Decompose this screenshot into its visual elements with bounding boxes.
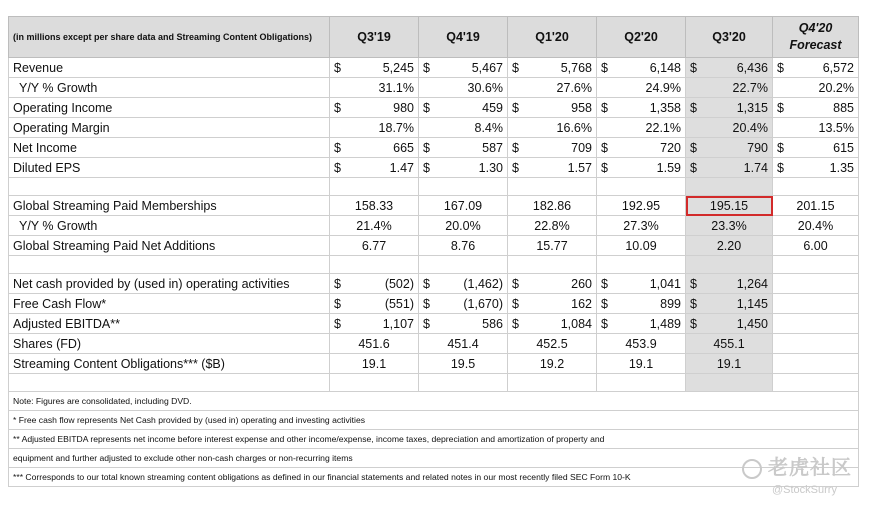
value-cell (330, 138, 419, 158)
value-cell (597, 314, 686, 334)
cell-value: 19.5 (450, 356, 476, 371)
currency-symbol: $ (423, 316, 430, 331)
cell-value: 162 (571, 296, 592, 311)
value-cell (330, 98, 419, 118)
financial-summary-table (8, 16, 859, 487)
value-cell (686, 98, 773, 118)
cell-value: 19.1 (628, 356, 654, 371)
currency-symbol: $ (512, 316, 519, 331)
currency-symbol: $ (690, 60, 697, 75)
currency-symbol: $ (601, 160, 608, 175)
empty-cell (508, 374, 597, 392)
cell-value: 19.1 (716, 356, 742, 371)
cell-value: 1.74 (743, 160, 768, 175)
value-cell (419, 216, 508, 236)
currency-symbol: $ (423, 276, 430, 291)
cell-value: 451.4 (447, 336, 479, 351)
cell-value: 23.3% (711, 218, 747, 233)
row-label: Revenue (9, 58, 330, 78)
row-label: Operating Income (9, 98, 330, 118)
watermark (742, 451, 852, 496)
value-cell (686, 78, 773, 98)
value-cell (773, 78, 859, 98)
value-cell (508, 196, 597, 216)
cell-value: 958 (571, 100, 592, 115)
cell-value: 21.4% (356, 218, 392, 233)
empty-cell (597, 374, 686, 392)
value-cell (419, 274, 508, 294)
empty-cell (419, 178, 508, 196)
currency-symbol: $ (334, 160, 341, 175)
table-row (9, 118, 859, 138)
table-row (9, 334, 859, 354)
cell-value: 1.47 (389, 160, 414, 175)
currency-symbol: $ (423, 100, 430, 115)
empty-cell (597, 256, 686, 274)
value-cell (597, 236, 686, 256)
value-cell (773, 196, 859, 216)
cell-value: 195.15 (709, 198, 749, 213)
value-cell (330, 334, 419, 354)
cell-value: 6.00 (803, 238, 828, 253)
currency-symbol: $ (512, 276, 519, 291)
footnote: * Free cash flow represents Net Cash provided by (used in) operating and investing activities (9, 411, 859, 430)
currency-symbol: $ (512, 296, 519, 311)
currency-symbol: $ (601, 296, 608, 311)
value-cell (686, 216, 773, 236)
value-cell (773, 314, 859, 334)
row-label: Global Streaming Paid Net Additions (9, 236, 330, 256)
cell-value: 20.2% (818, 80, 854, 95)
cell-value: 24.9% (645, 80, 681, 95)
cell-value: 790 (747, 140, 768, 155)
footnote: ** Adjusted EBITDA represents net income before interest expense and other income/expense, income taxes, depreciation and amortization of property and (9, 430, 859, 449)
currency-symbol: $ (512, 140, 519, 155)
cell-value: (1,670) (463, 296, 503, 311)
value-cell (419, 118, 508, 138)
currency-symbol: $ (512, 60, 519, 75)
tiger-logo-icon (742, 459, 762, 479)
cell-value: 27.3% (623, 218, 659, 233)
currency-symbol: $ (690, 100, 697, 115)
value-cell (508, 58, 597, 78)
currency-symbol: $ (423, 60, 430, 75)
value-cell (686, 158, 773, 178)
value-cell (597, 216, 686, 236)
value-cell (773, 158, 859, 178)
period-header-q1-20: Q1'20 (508, 17, 597, 58)
empty-cell (330, 256, 419, 274)
value-cell (330, 354, 419, 374)
table-row (9, 58, 859, 78)
value-cell (508, 118, 597, 138)
empty-cell (508, 178, 597, 196)
empty-cell (597, 178, 686, 196)
empty-cell (9, 178, 330, 196)
period-header-q3-20: Q3'20 (686, 17, 773, 58)
empty-cell (419, 256, 508, 274)
cell-value: (502) (384, 276, 414, 291)
empty-cell (686, 178, 773, 196)
value-cell (597, 118, 686, 138)
cell-value: 586 (482, 316, 503, 331)
cell-value: 20.4% (732, 120, 768, 135)
cell-value: 30.6% (467, 80, 503, 95)
currency-symbol: $ (777, 100, 784, 115)
cell-value: 453.9 (625, 336, 657, 351)
cell-value: 20.4% (797, 218, 834, 233)
row-label: Y/Y % Growth (9, 216, 330, 236)
period-header-q4-19: Q4'19 (419, 17, 508, 58)
value-cell (773, 216, 859, 236)
cell-value: 6,148 (649, 60, 681, 75)
cell-value: 459 (482, 100, 503, 115)
period-header-forecast (773, 17, 859, 58)
table-row (9, 236, 859, 256)
footnote-row (9, 392, 859, 411)
value-cell (597, 78, 686, 98)
cell-value: 1.57 (567, 160, 592, 175)
empty-cell (330, 178, 419, 196)
value-cell (330, 158, 419, 178)
value-cell (419, 58, 508, 78)
value-cell (773, 58, 859, 78)
value-cell (773, 334, 859, 354)
table-row (9, 158, 859, 178)
header-row (9, 17, 859, 58)
value-cell (508, 334, 597, 354)
cell-value: 5,245 (382, 60, 414, 75)
table-row (9, 274, 859, 294)
row-label: Free Cash Flow* (9, 294, 330, 314)
empty-cell (773, 178, 859, 196)
cell-value: 1.30 (478, 160, 503, 175)
cell-value: 720 (660, 140, 681, 155)
currency-symbol: $ (777, 60, 784, 75)
currency-symbol: $ (423, 296, 430, 311)
value-cell (597, 58, 686, 78)
currency-symbol: $ (690, 296, 697, 311)
cell-value: 1,358 (649, 100, 681, 115)
value-cell (773, 98, 859, 118)
cell-value: (551) (384, 296, 414, 311)
row-label: Net Income (9, 138, 330, 158)
cell-value: (1,462) (463, 276, 503, 291)
value-cell (419, 196, 508, 216)
currency-symbol: $ (334, 316, 341, 331)
currency-symbol: $ (777, 140, 784, 155)
empty-cell (419, 374, 508, 392)
cell-value: 1,450 (736, 316, 768, 331)
value-cell (508, 216, 597, 236)
value-cell (508, 294, 597, 314)
value-cell (330, 274, 419, 294)
cell-value: 15.77 (536, 238, 568, 253)
value-cell (773, 274, 859, 294)
currency-symbol: $ (601, 316, 608, 331)
currency-symbol: $ (334, 60, 341, 75)
cell-value: 6.77 (361, 238, 387, 253)
currency-symbol: $ (601, 60, 608, 75)
value-cell (686, 118, 773, 138)
value-cell (508, 314, 597, 334)
empty-cell (330, 374, 419, 392)
value-cell (419, 334, 508, 354)
value-cell (686, 334, 773, 354)
row-label: Streaming Content Obligations*** ($B) (9, 354, 330, 374)
cell-value: 22.8% (534, 218, 570, 233)
cell-value: 260 (571, 276, 592, 291)
value-cell (508, 78, 597, 98)
footnote: Note: Figures are consolidated, including DVD. (9, 392, 859, 411)
footnote-row (9, 449, 859, 468)
period-header-q2-20: Q2'20 (597, 17, 686, 58)
currency-symbol: $ (690, 316, 697, 331)
value-cell (419, 98, 508, 118)
header-units-label: (in millions except per share data and Streaming Content Obligations) (9, 17, 330, 58)
cell-value: 10.09 (625, 238, 657, 253)
currency-symbol: $ (690, 140, 697, 155)
cell-value: 22.7% (732, 80, 768, 95)
forecast-label: Forecast (789, 38, 842, 52)
value-cell (597, 354, 686, 374)
value-cell (773, 118, 859, 138)
table-row (9, 196, 859, 216)
value-cell (597, 294, 686, 314)
row-label: Operating Margin (9, 118, 330, 138)
cell-value: 182.86 (532, 198, 572, 213)
value-cell (773, 354, 859, 374)
value-cell (330, 216, 419, 236)
empty-cell (773, 374, 859, 392)
cell-value: 31.1% (378, 80, 414, 95)
currency-symbol: $ (334, 100, 341, 115)
cell-value: 1,264 (736, 276, 768, 291)
row-label: Shares (FD) (9, 334, 330, 354)
footnote: equipment and further adjusted to exclude other non-cash charges or non-recurring items (9, 449, 859, 468)
currency-symbol: $ (601, 140, 608, 155)
cell-value: 22.1% (645, 120, 681, 135)
value-cell (597, 196, 686, 216)
value-cell (330, 314, 419, 334)
value-cell (330, 294, 419, 314)
currency-symbol: $ (601, 276, 608, 291)
currency-symbol: $ (777, 160, 784, 175)
cell-value: 5,768 (560, 60, 592, 75)
cell-value: 158.33 (354, 198, 394, 213)
currency-symbol: $ (512, 160, 519, 175)
value-cell (597, 98, 686, 118)
value-cell (330, 58, 419, 78)
value-cell (686, 138, 773, 158)
cell-value: 1,315 (736, 100, 768, 115)
spacer-row (9, 374, 859, 392)
cell-value: 8.76 (450, 238, 476, 253)
value-cell (508, 98, 597, 118)
value-cell (419, 354, 508, 374)
value-cell (330, 78, 419, 98)
cell-value: 192.95 (621, 198, 661, 213)
cell-value: 587 (482, 140, 503, 155)
currency-symbol: $ (690, 160, 697, 175)
cell-value: 980 (393, 100, 414, 115)
value-cell (686, 274, 773, 294)
value-cell (597, 274, 686, 294)
value-cell (419, 78, 508, 98)
value-cell (330, 236, 419, 256)
cell-value: 8.4% (474, 120, 503, 135)
value-cell (419, 236, 508, 256)
empty-cell (9, 374, 330, 392)
value-cell (686, 354, 773, 374)
cell-value: 899 (660, 296, 681, 311)
spacer-row (9, 256, 859, 274)
empty-cell (686, 256, 773, 274)
value-cell (773, 294, 859, 314)
currency-symbol: $ (512, 100, 519, 115)
cell-value: 455.1 (713, 336, 745, 351)
table-row (9, 314, 859, 334)
row-label: Net cash provided by (used in) operating activities (9, 274, 330, 294)
value-cell (330, 196, 419, 216)
spacer-row (9, 178, 859, 196)
cell-value: 451.6 (358, 336, 390, 351)
row-label: Global Streaming Paid Memberships (9, 196, 330, 216)
watermark-handle: @StockSurry (772, 484, 837, 496)
period-header-q3-19: Q3'19 (330, 17, 419, 58)
value-cell (508, 354, 597, 374)
value-cell (419, 158, 508, 178)
cell-value: 20.0% (445, 218, 481, 233)
footnote-row (9, 430, 859, 449)
cell-value: 201.15 (796, 198, 835, 213)
cell-value: 885 (833, 100, 854, 115)
cell-value: 1,041 (649, 276, 681, 291)
cell-value: 16.6% (556, 120, 592, 135)
value-cell (419, 314, 508, 334)
row-label: Adjusted EBITDA** (9, 314, 330, 334)
row-label: Diluted EPS (9, 158, 330, 178)
value-cell (686, 314, 773, 334)
cell-value: 27.6% (556, 80, 592, 95)
currency-symbol: $ (690, 276, 697, 291)
forecast-period: Q4'20 (798, 21, 833, 35)
cell-value: 1,107 (382, 316, 414, 331)
value-cell (773, 138, 859, 158)
value-cell (686, 294, 773, 314)
cell-value: 665 (393, 140, 414, 155)
value-cell (508, 158, 597, 178)
row-label: Y/Y % Growth (9, 78, 330, 98)
cell-value: 6,436 (736, 60, 768, 75)
currency-symbol: $ (334, 296, 341, 311)
cell-value: 1,489 (649, 316, 681, 331)
value-cell (597, 334, 686, 354)
watermark-text: 老虎社区 (768, 457, 852, 479)
footnote: *** Corresponds to our total known streaming content obligations as defined in our financial statements and related notes in our most recently filed SEC Form 10-K (9, 468, 859, 487)
table-row (9, 138, 859, 158)
cell-value: 19.1 (361, 356, 387, 371)
cell-value: 6,572 (822, 60, 854, 75)
table-row (9, 78, 859, 98)
cell-value: 5,467 (471, 60, 503, 75)
value-cell (419, 138, 508, 158)
cell-value: 1,145 (736, 296, 768, 311)
table-row (9, 294, 859, 314)
cell-value: 452.5 (536, 336, 568, 351)
footnote-row (9, 411, 859, 430)
value-cell (773, 236, 859, 256)
value-cell (330, 118, 419, 138)
table-row (9, 98, 859, 118)
value-cell (419, 294, 508, 314)
value-cell (686, 58, 773, 78)
currency-symbol: $ (423, 140, 430, 155)
value-cell (686, 236, 773, 256)
cell-value: 13.5% (818, 120, 854, 135)
currency-symbol: $ (423, 160, 430, 175)
currency-symbol: $ (601, 100, 608, 115)
value-cell (597, 158, 686, 178)
value-cell (686, 196, 773, 216)
cell-value: 1.59 (656, 160, 681, 175)
value-cell (597, 138, 686, 158)
currency-symbol: $ (334, 276, 341, 291)
empty-cell (686, 374, 773, 392)
empty-cell (9, 256, 330, 274)
value-cell (508, 274, 597, 294)
cell-value: 709 (571, 140, 592, 155)
currency-symbol: $ (334, 140, 341, 155)
cell-value: 167.09 (443, 198, 483, 213)
cell-value: 19.2 (539, 356, 565, 371)
cell-value: 18.7% (378, 120, 414, 135)
cell-value: 615 (833, 140, 854, 155)
table-row (9, 216, 859, 236)
value-cell (508, 138, 597, 158)
table-row (9, 354, 859, 374)
empty-cell (773, 256, 859, 274)
cell-value: 2.20 (716, 238, 742, 253)
value-cell (508, 236, 597, 256)
empty-cell (508, 256, 597, 274)
cell-value: 1.35 (829, 160, 854, 175)
footnote-row (9, 468, 859, 487)
cell-value: 1,084 (560, 316, 592, 331)
